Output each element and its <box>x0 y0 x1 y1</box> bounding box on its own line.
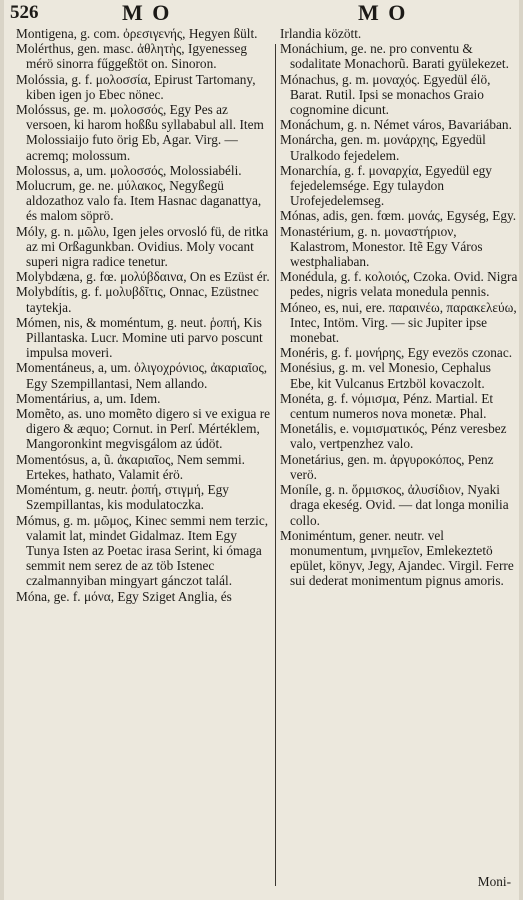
page-number: 526 <box>10 2 39 23</box>
dictionary-entry: Monéta, g. f. νόμισμα, Pénz. Martial. Et centum numeros nova monetæ. Phal. <box>280 390 494 422</box>
dictionary-entry: Molóssus, ge. m. μολοσσός, Egy Pes az versoen, ki harom hoßßu syllababul all. Item Molossiaijo futo örig Eb, Agar. Virg. — acremq; molossum. <box>16 102 264 163</box>
running-head-right: M O <box>358 0 408 25</box>
dictionary-entry: Mómus, g. m. μῶμος, Kinec semmi nem terzic, valamit lat, mindet Gidalmaz. Item Egy Tunya Isten az Poetac irasa Serint, ki ómaga semmit nem serez de az töb Istenec czalmannyiban mingyart gánczot talál. <box>16 512 269 589</box>
dictionary-entry: Molybdítis, g. f. μολυβδῖτις, Onnac, Ezüstnec taytekja. <box>16 284 259 315</box>
dictionary-entry: Moméntum, g. neutr. ῥοπή, στιγμή, Egy Szempillantas, kis modulatoczka. <box>16 482 229 513</box>
dictionary-entry: Momẽto, as. uno momẽto digero si ve exigua re digero & æquo; Cornut. in Perſ. Mértéklem, Mangoronkint megvisgálom az údöt. <box>16 406 271 452</box>
dictionary-entry: Molóssia, g. f. μολοσσία, Epirust Tartomany, kiben igen jo Ebec nönec. <box>16 71 256 102</box>
dictionary-entry: Molybdæna, g. fœ. μολύβδαινα, On es Ezüst ér. <box>16 269 270 285</box>
column-rule <box>275 44 276 886</box>
dictionary-entry: Montigena, g. com. ὀρεσιγενής, Hegyen ßült. <box>16 26 258 41</box>
dictionary-entry: Monáchium, ge. ne. pro conventu & sodalitate Monachorũ. Barati gyülekezet. <box>280 41 509 72</box>
dictionary-entry: Monárcha, gen. m. μονάρχης, Egyedül Uralkodo fejedelem. <box>280 132 486 163</box>
dictionary-entry: Moníle, g. n. ὅρμισκος, ἀλυσίδιον, Nyaki draga ekeség. Ovid. — dat longa monilia collo. <box>280 482 509 528</box>
dictionary-entry: Irlandia között. <box>280 26 362 41</box>
dictionary-entry: Móna, ge. f. μόνα, Egy Sziget Anglia, és <box>16 588 232 604</box>
dictionary-entry: Momentárius, a, um. Idem. <box>16 390 161 406</box>
dictionary-entry: Monédula, g. f. κολοιός, Czoka. Ovid. Nigra pedes, nigris velata monedula pennis. <box>280 269 518 300</box>
page-header <box>4 0 519 26</box>
dictionary-entry: Monáchum, g. n. Német város, Bavariában. <box>280 117 512 133</box>
dictionary-entry: Monetárius, gen. m. ἀργυροκόπος, Penz verö. <box>280 451 494 482</box>
dictionary-entry: Molucrum, ge. ne. μύλακος, Negyßegü aldozathoz valo fa. Item Hasnac daganattya, és malom söprö. <box>16 178 262 224</box>
dictionary-entry: Monéris, g. f. μονήρης, Egy evezös czonac. <box>280 345 513 361</box>
dictionary-entry: Monetális, e. νομισματικός, Pénz veresbez valo, vertpenzhez valo. <box>280 421 507 452</box>
dictionary-entry: Momentósus, a, ũ. ἀκαριαῖος, Nem semmi. Ertekes, hathato, Valamit érö. <box>16 451 245 482</box>
dictionary-entry: Molérthus, gen. masc. ἀθλητὴς, Igyenesseg mérö sinorra fűggeßtöt on. Sinoron. <box>16 41 248 72</box>
running-head-left: M O <box>122 0 172 25</box>
left-column <box>16 26 271 604</box>
dictionary-entry: Mómen, nis, & moméntum, g. neut. ῥοπή, Kis Pillantaska. Lucr. Momine uti parvo poscunt impulsa moveri. <box>16 314 263 361</box>
dictionary-entry: Momentáneus, a, um. ὀλιγοχρόνιος, ἀκαριαῖος, Egy Szempillantasi, Nem allando. <box>16 360 268 391</box>
dictionary-entry: Móneo, es, nui, ere. παραινέω, παρακελεύω, Intec, Intöm. Virg. — sic Jupiter ipse monebat. <box>280 299 517 346</box>
dictionary-entry: Monastérium, g. n. μοναστήριον, Kalastrom, Monestor. Itẽ Egy Város westphaliaban. <box>280 223 483 270</box>
dictionary-page <box>4 0 519 900</box>
dictionary-entry: Mónachus, g. m. μοναχός. Egyedül élö, Barat. Rutil. Ipsi se monachos Graio cognomine dicunt. <box>280 71 491 118</box>
dictionary-entry: Monarchía, g. f. μοναρχία, Egyedül egy fejedelemsége. Egy tulaydon Urofejedelemseg. <box>280 162 492 209</box>
dictionary-entry: Móly, g. n. μῶλυ, Igen jeles orvosló fü, de ritka az mi Orßagunkban. Ovidius. Moly vocant superi nigra radice tenetur. <box>16 223 269 270</box>
catchword: Moni- <box>477 874 511 889</box>
text-columns <box>4 26 519 876</box>
dictionary-entry: Mónas, adis, gen. fœm. μονάς, Egység, Egy. <box>280 208 517 224</box>
dictionary-entry: Molossus, a, um. μολοσσός, Molossiabéli. <box>16 162 242 178</box>
right-column <box>280 26 518 589</box>
dictionary-entry: Monésius, g. m. vel Monesio, Cephalus Ebe, kit Vulcanus Ertzböl kovaczolt. <box>280 360 491 391</box>
dictionary-entry: Moniméntum, gener. neutr. vel monumentum, μνημεῖον, Emlekeztetö epület, könyv, Jegy, Ajandec. Virgil. Ferre sui dederat monimentum pignus amoris. <box>280 527 514 589</box>
